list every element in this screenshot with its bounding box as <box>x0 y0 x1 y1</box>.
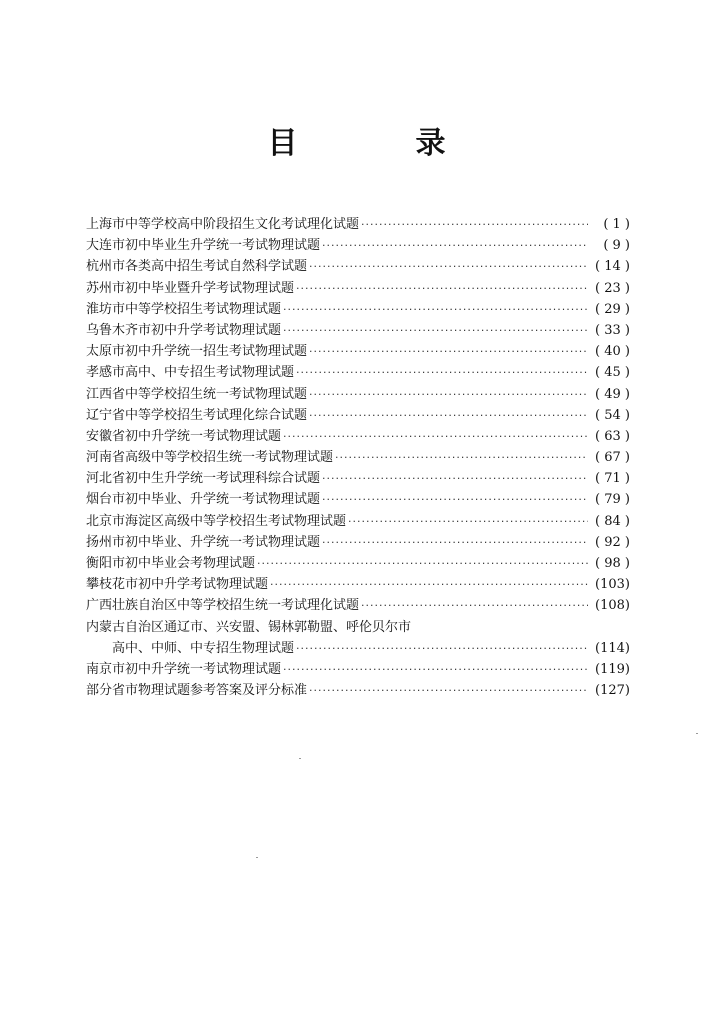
leader-dots <box>322 532 588 553</box>
toc-entry[interactable] <box>86 214 630 235</box>
toc-entry-title: 部分省市物理试题参考答案及评分标准 <box>86 683 308 699</box>
toc-entry-title: 上海市中等学校高中阶段招生文化考试理化试题 <box>86 217 360 232</box>
leader-dots <box>283 320 588 341</box>
toc-entry[interactable] <box>86 256 630 277</box>
leader-dots <box>283 659 588 680</box>
leader-dots <box>322 235 588 256</box>
toc-entry-page: ( 33 ) <box>595 322 630 338</box>
leader-dots <box>348 511 588 532</box>
toc-entry-title: 广西壮族自治区中等学校招生统一考试理化试题 <box>86 598 360 614</box>
toc-entry[interactable] <box>86 659 630 680</box>
table-of-contents <box>86 214 630 701</box>
toc-entry-title: 孝感市高中、中专招生考试物理试题 <box>86 365 295 381</box>
toc-entry-page: ( 1 ) <box>603 217 630 232</box>
toc-entry-title: 衡阳市初中毕业会考物理试题 <box>86 556 256 571</box>
toc-entry[interactable] <box>86 574 630 595</box>
toc-entry-title: 河北省初中生升学统一考试理科综合试题 <box>86 471 321 487</box>
toc-entry-title: 安徽省初中升学统一考试物理试题 <box>86 428 282 444</box>
scan-speck <box>696 733 698 734</box>
leader-dots <box>309 341 588 362</box>
toc-entry-title: 南京市初中升学统一考试物理试题 <box>86 661 282 677</box>
leader-dots <box>309 256 588 277</box>
toc-entry-page: (114) <box>595 640 630 656</box>
toc-entry[interactable] <box>86 320 630 341</box>
toc-entry-page: (103) <box>595 577 630 593</box>
toc-entry-page: ( 9 ) <box>603 238 630 254</box>
leader-dots <box>322 489 588 510</box>
toc-entry-title: 江西省中等学校招生统一考试物理试题 <box>86 386 308 402</box>
toc-entry[interactable] <box>86 384 630 405</box>
leader-dots <box>296 362 588 383</box>
toc-entry[interactable] <box>86 532 630 553</box>
scan-speck <box>256 857 258 858</box>
leader-dots <box>283 426 588 447</box>
toc-entry-title: 烟台市初中毕业、升学统一考试物理试题 <box>86 492 321 508</box>
toc-entry-title: 淮坊市中等学校招生考试物理试题 <box>86 301 282 317</box>
toc-entry-page: (127) <box>595 683 630 699</box>
toc-entry-page: ( 45 ) <box>595 365 630 381</box>
toc-entry[interactable] <box>86 511 630 532</box>
leader-dots <box>309 405 588 426</box>
toc-entry-title: 内蒙古自治区通辽市、兴安盟、锡林郭勒盟、呼伦贝尔市 <box>86 619 412 635</box>
leader-dots <box>361 595 588 616</box>
toc-entry-page: ( 92 ) <box>595 534 630 550</box>
toc-entry[interactable] <box>86 553 630 574</box>
toc-entry-page: (108) <box>595 598 630 614</box>
leader-dots <box>296 638 588 659</box>
toc-entry[interactable] <box>86 341 630 362</box>
toc-entry[interactable] <box>86 638 630 659</box>
toc-entry[interactable] <box>86 680 630 701</box>
leader-dots <box>335 447 588 468</box>
toc-entry-title: 北京市海淀区高级中等学校招生考试物理试题 <box>86 513 347 529</box>
leader-dots <box>257 553 588 574</box>
toc-entry[interactable] <box>86 595 630 616</box>
leader-dots <box>283 299 588 320</box>
toc-entry-page: ( 67 ) <box>595 450 630 466</box>
toc-entry[interactable] <box>86 426 630 447</box>
toc-entry-title: 乌鲁木齐市初中升学考试物理试题 <box>86 322 282 338</box>
toc-entry-title: 太原市初中升学统一招生考试物理试题 <box>86 344 308 360</box>
toc-entry-multiline-first[interactable] <box>86 617 630 638</box>
leader-dots <box>296 278 588 299</box>
leader-dots <box>270 574 588 595</box>
leader-dots <box>309 384 588 405</box>
leader-dots <box>322 468 588 489</box>
toc-entry-page: ( 98 ) <box>595 556 630 571</box>
toc-entry[interactable] <box>86 235 630 256</box>
toc-entry-title: 杭州市各类高中招生考试自然科学试题 <box>86 259 308 275</box>
toc-entry[interactable] <box>86 299 630 320</box>
toc-entry-title: 大连市初中毕业生升学统一考试物理试题 <box>86 238 321 254</box>
toc-entry-page: ( 54 ) <box>595 407 630 423</box>
toc-entry-page: ( 84 ) <box>595 513 630 529</box>
toc-entry-page: ( 49 ) <box>595 386 630 402</box>
page-title: 目 录 <box>267 126 490 161</box>
toc-entry-title: 辽宁省中等学校招生考试理化综合试题 <box>86 407 308 423</box>
toc-entry-page: ( 40 ) <box>595 344 630 360</box>
toc-entry-page: (119) <box>595 661 630 677</box>
toc-entry-page: ( 63 ) <box>595 428 630 444</box>
toc-entry[interactable] <box>86 362 630 383</box>
toc-entry-title: 河南省高级中等学校招生统一考试物理试题 <box>86 450 334 466</box>
leader-dots <box>309 680 588 701</box>
toc-entry-title: 苏州市初中毕业暨升学考试物理试题 <box>86 280 295 296</box>
leader-dots <box>361 214 588 235</box>
toc-entry[interactable] <box>86 405 630 426</box>
scan-speck <box>299 758 301 759</box>
toc-entry[interactable] <box>86 468 630 489</box>
toc-entry-title: 高中、中师、中专招生物理试题 <box>112 640 295 656</box>
toc-entry-page: ( 71 ) <box>595 471 630 487</box>
toc-entry-page: ( 79 ) <box>595 492 630 508</box>
toc-entry-page: ( 29 ) <box>595 301 630 317</box>
toc-entry[interactable] <box>86 278 630 299</box>
toc-entry-page: ( 14 ) <box>595 259 630 275</box>
toc-entry-title: 攀枝花市初中升学考试物理试题 <box>86 577 269 593</box>
toc-entry-title: 扬州市初中毕业、升学统一考试物理试题 <box>86 534 321 550</box>
toc-entry[interactable] <box>86 489 630 510</box>
toc-entry[interactable] <box>86 447 630 468</box>
toc-entry-page: ( 23 ) <box>595 280 630 296</box>
